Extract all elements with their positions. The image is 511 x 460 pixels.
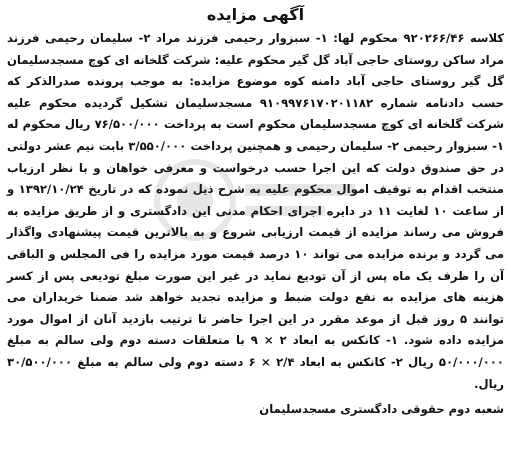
notice-signature: شعبه دوم حقوقی دادگستری مسجدسلیمان bbox=[259, 402, 504, 417]
notice-body: کلاسه ۹۲۰۲۶۶/۴۶ محکوم لها: ۱- سبزوار رحیمی فرزند مراد ۲- سلیمان رحیمی فرزند مراد ساکن روستای حاجی آباد گل گیر محکوم علیه: شرکت گلخانه ای کوچ مسجدسلیمان گل گیر روستای حاجی آباد دامنه کوه موضوع مزایده: به موجب پرونده صدرالذکر که حسب دادنامه شماره ۹۱۰۹۹۷۶۱۷۰۲۰۱۱۸۲ مسجدسلیمان تشکیل گردیده محکوم علیه شرکت گلخانه ای کوچ مسجدسلیمان محکوم است به پرداخت ۷۶/۵۰۰/۰۰۰ ریال محکوم له ۱- سبزوار رحیمی ۲- سلیمان رحیمی و همچنین پرداخت ۳/۵۵۰/۰۰۰ بابت نیم عشر دولتی در حق صندوق دولت که این اجرا حسب درخواست و معرفی خواهان و با نظر ارزیاب منتخب اقدام به توقیف اموال محکوم علیه به شرح ذیل نموده که در تاریخ ۱۳۹۲/۱۰/۲۴ و از ساعت ۱۰ لغایت ۱۱ در دایره اجرای احکام مدنی این دادگستری و از طریق مزایده به فروش می رساند مزایده از قیمت ارزیابی شروع و به بالاترین قیمت پیشنهادی واگذار می گردد و برنده مزایده می تواند ۱۰ درصد قیمت مورد مزایده را فی المجلس و الباقی آن را ظرف یک ماه پس از آن تودیع نماید در غیر این صورت مبلغ تودیعی پس از کسر هزینه های مزایده به نفع دولت ضبط و مزایده تجدید خواهد شد ضمنا خریداران می توانند ۵ روز قبل از موعد مقرر در این اجرا حاضر تا ترتیب بازدید آنان از اموال مورد مزایده داده شود. ۱- کانکس به ابعاد ۲ × ۹ با متعلقات دسته دوم ولی سالم به مبلغ ۵۰/۰۰۰/۰۰۰ ریال ۲- کانکس به ابعاد ۲/۴ × ۶ دسته دوم ولی سالم به مبلغ ۳۰/۵۰۰/۰۰۰ ریال. bbox=[7, 31, 505, 391]
notice-title: آگهی مزایده bbox=[206, 5, 305, 24]
